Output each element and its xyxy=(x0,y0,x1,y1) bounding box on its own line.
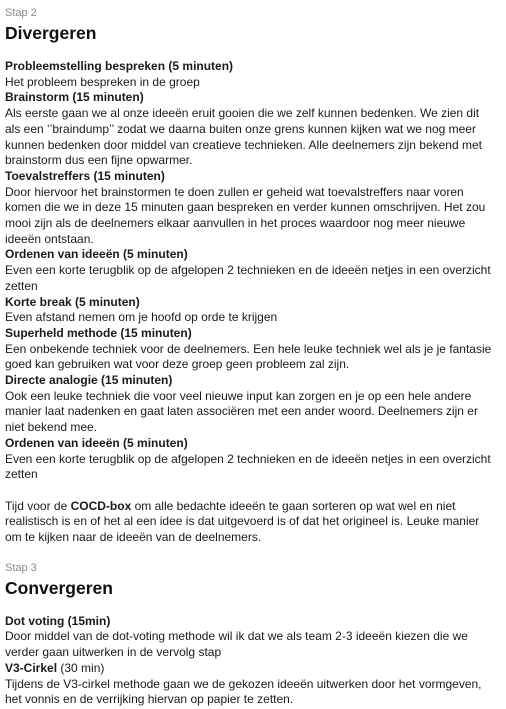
item-title-rest: (30 min) xyxy=(57,660,105,675)
item-title: Superheld methode (15 minuten) xyxy=(5,325,192,340)
item-text: Even een korte terugblik op de afgelopen 2 technieken en de ideeën netjes in een overzicht zetten xyxy=(5,451,491,482)
spacer xyxy=(5,44,497,59)
closing-text-before: Tijd voor de xyxy=(5,498,71,513)
spacer xyxy=(5,599,497,614)
step2-item-6 xyxy=(5,326,497,373)
document-page xyxy=(5,6,497,708)
step3-title: Convergeren xyxy=(5,577,113,598)
step2-item-8 xyxy=(5,436,497,483)
item-title xyxy=(5,661,497,677)
item-text: Door middel van de dot-voting methode wil ik dat we als team 2-3 ideeën kiezen die we verder gaan uitwerken in de vervolg stap xyxy=(5,629,468,660)
item-text: Even afstand nemen om je hoofd op orde te krijgen xyxy=(5,310,278,325)
item-title: Toevalstreffers (15 minuten) xyxy=(5,168,165,183)
item-text: Een onbekende techniek voor de deelnemers. Een hele leuke techniek wel als je je fantasie goed kan gebruiken wat voor deze groep geen probleem zal zijn. xyxy=(5,341,492,372)
item-title: Ordenen van ideeën (5 minuten) xyxy=(5,435,188,450)
item-text: Het probleem bespreken in de groep xyxy=(5,74,200,89)
spacer xyxy=(5,546,497,561)
closing-text-after: om alle bedachte ideeën te gaan sorteren op wat wel en niet realistisch is en of het al een idee is dat uitgevoerd is of dat het origineel is. Leuke manier om te kijken naar de ideeën van de deelnemers. xyxy=(5,498,480,545)
step3-label: Stap 3 xyxy=(5,561,37,574)
step2-item-1 xyxy=(5,59,497,90)
step2-item-2 xyxy=(5,90,497,169)
step3-item-1 xyxy=(5,614,497,661)
step2-item-4 xyxy=(5,247,497,294)
item-title: Korte break (5 minuten) xyxy=(5,294,140,309)
item-title: Dot voting (15min) xyxy=(5,613,111,628)
item-text: Als eerste gaan we al onze ideeën eruit gooien die we zelf kunnen bedenken. We zien dit als een ‘’braindump’’ zodat we daarna buiten onze grens kunnen kijken wat we nog meer kunnen bedenken door middel van creatieve technieken. Alle deelnemers zijn bekend met brainstorm dus een fijne opwarmer. xyxy=(5,106,482,168)
item-text: Tijdens de V3-cirkel methode gaan we de gekozen ideeën uitwerken door het vormgeven, het vonnis en de verrijking hiervan op papier te zetten. xyxy=(5,676,482,707)
step2-item-3 xyxy=(5,169,497,248)
spacer xyxy=(5,483,497,499)
item-text: Door hiervoor het brainstormen te doen zullen er geheid wat toevalstreffers naar voren komen die we in deze 15 minuten gaan bespreken en verder kunnen omschrijven. Het zou mooi zijn als de deelnemers elkaar aanvullen in het proces waardoor nog meer nieuwe ideeën ontstaan. xyxy=(5,184,486,246)
item-title: Ordenen van ideeën (5 minuten) xyxy=(5,247,188,262)
item-title: Directe analogie (15 minuten) xyxy=(5,373,173,388)
step2-item-5 xyxy=(5,295,497,326)
item-title: Probleemstelling bespreken (5 minuten) xyxy=(5,59,234,73)
step2-closing-paragraph xyxy=(5,499,497,546)
item-title-bold: V3-Cirkel xyxy=(5,660,58,675)
step2-label: Stap 2 xyxy=(5,7,37,19)
step3-item-2 xyxy=(5,661,497,708)
item-text: Ook een leuke techniek die voor veel nieuwe input kan zorgen en je op een hele andere manier laat nadenken en gaat laten associëren met een ander woord. Deelnemers zijn er niet bekend mee. xyxy=(5,388,478,435)
step2-item-7 xyxy=(5,373,497,436)
step2-title: Divergeren xyxy=(5,23,97,43)
item-text: Even een korte terugblik op de afgelopen 2 technieken en de ideeën netjes in een overzicht zetten xyxy=(5,263,491,293)
item-title: Brainstorm (15 minuten) xyxy=(5,90,144,105)
cocd-box-term: COCD-box xyxy=(70,498,132,513)
